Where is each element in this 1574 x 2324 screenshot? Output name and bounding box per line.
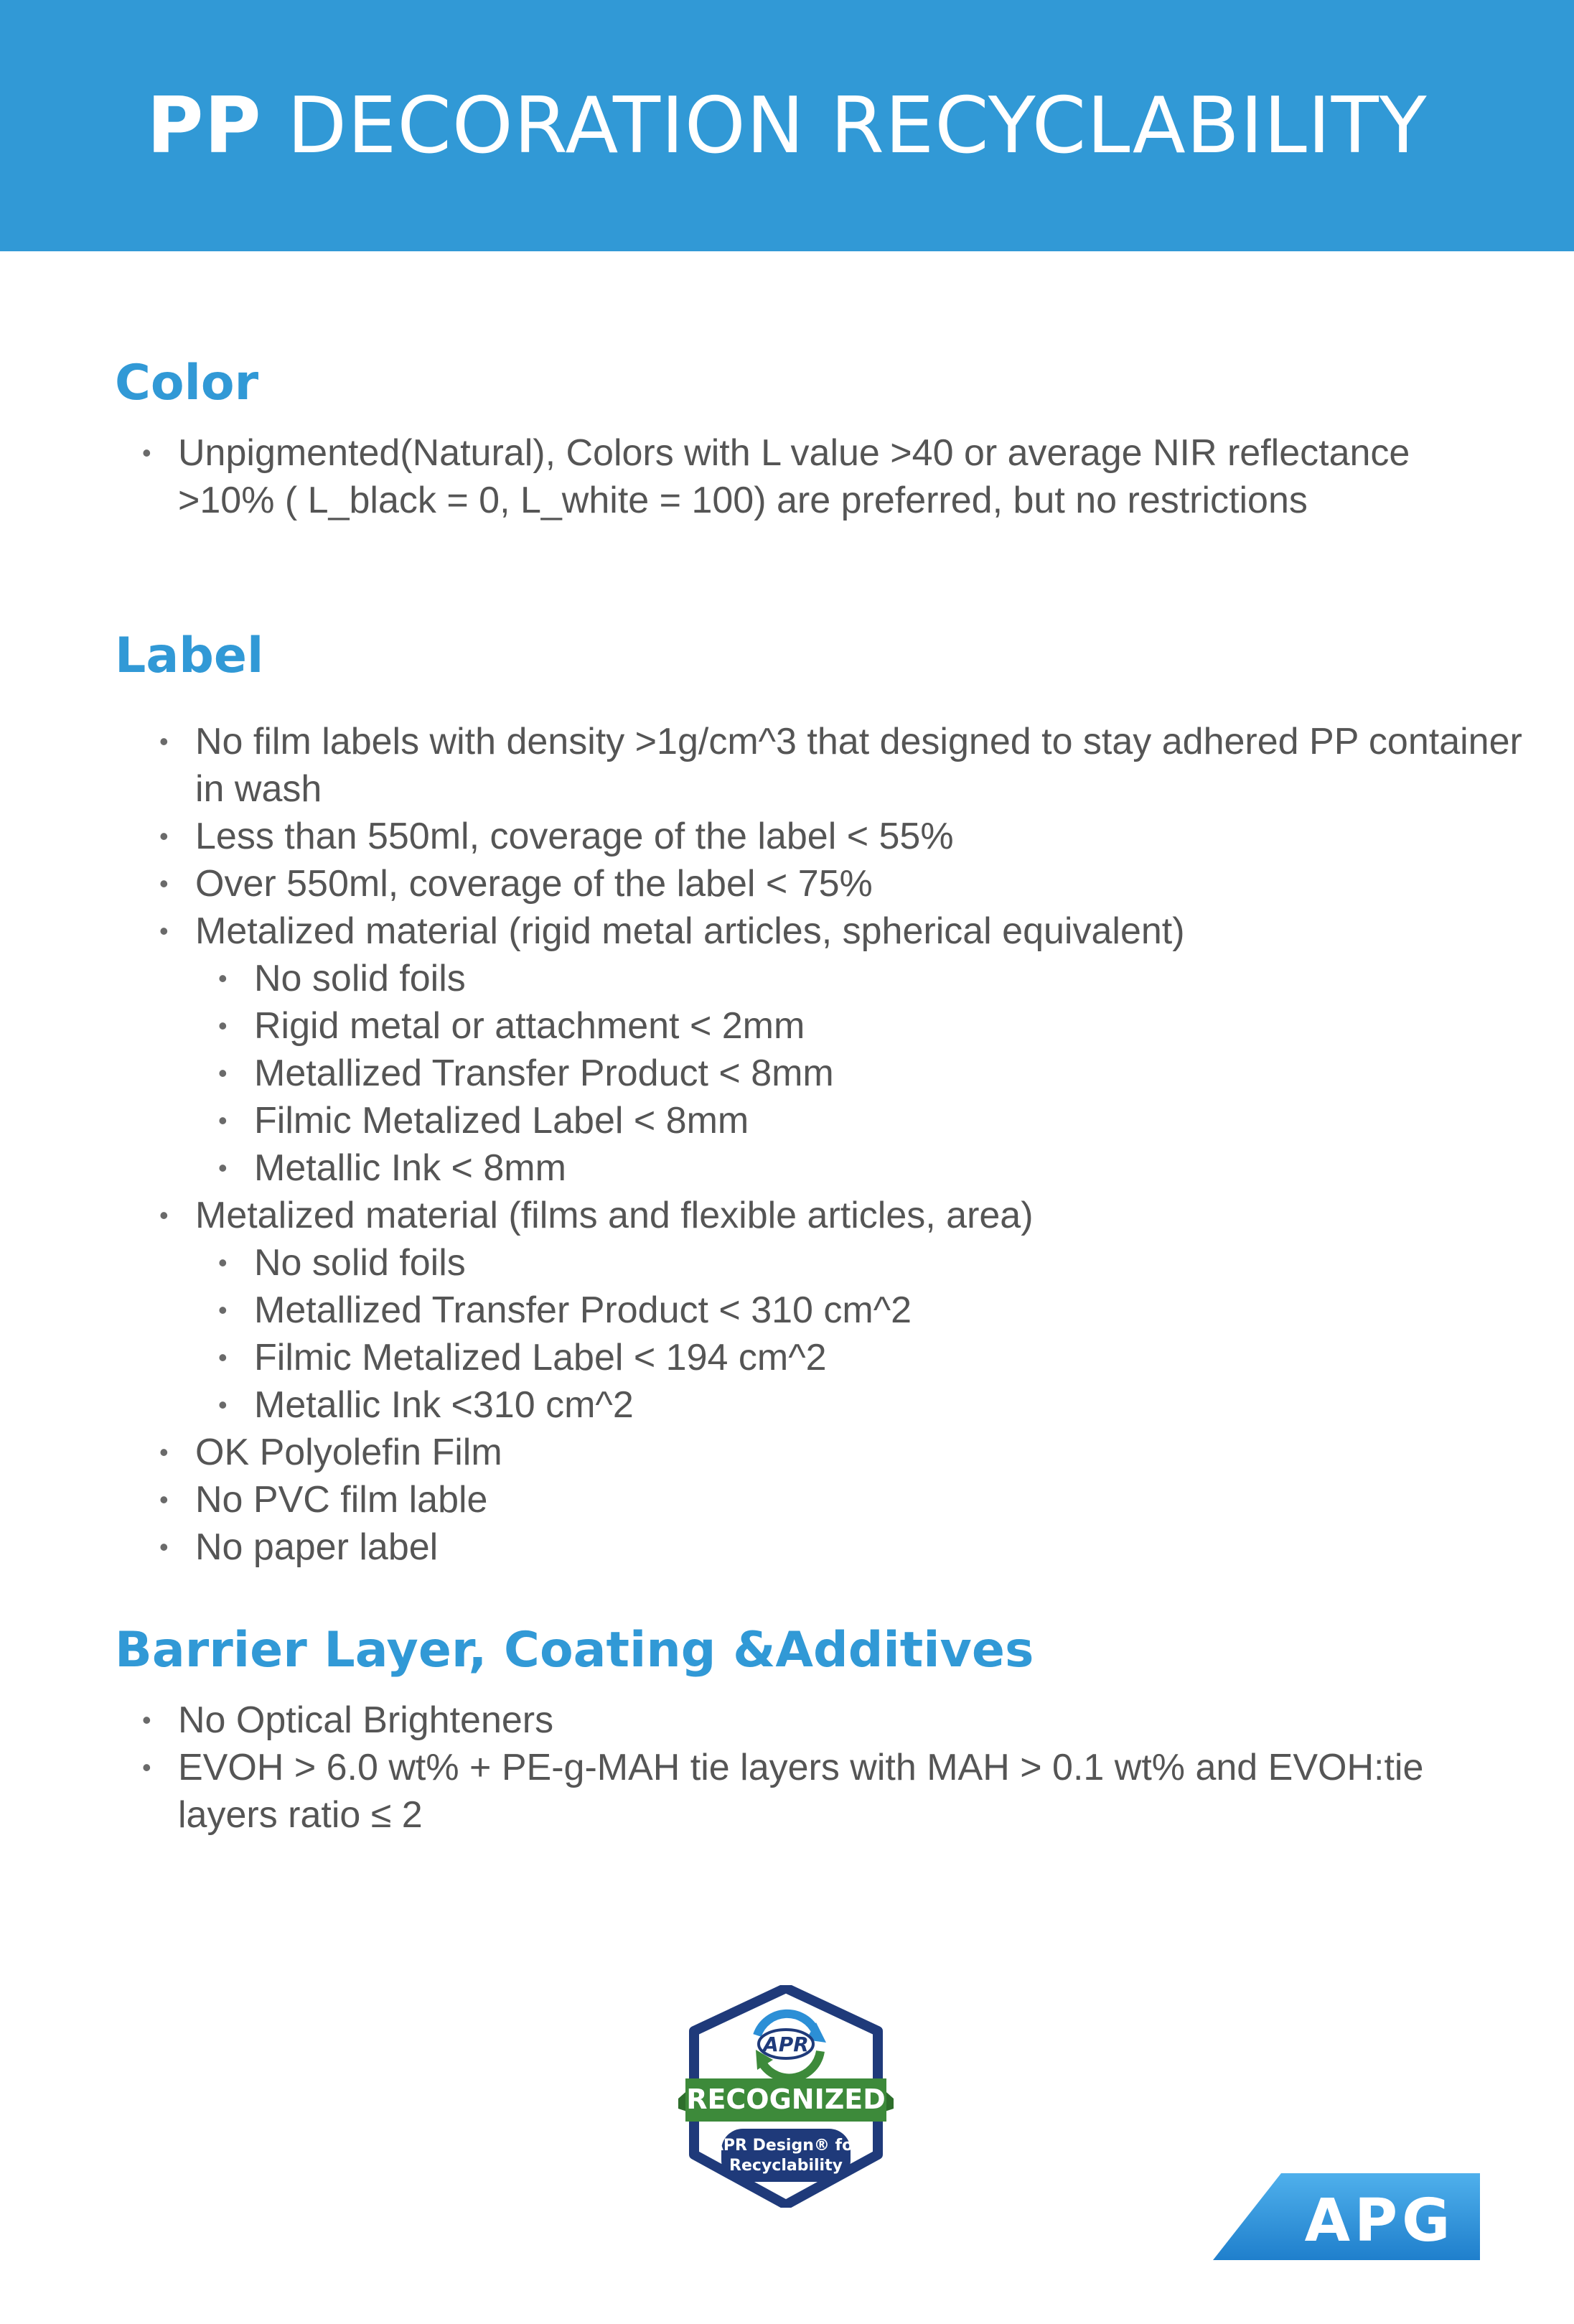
list-item: • No solid foils: [132, 955, 1553, 1002]
list-item: • No PVC film lable: [132, 1476, 1553, 1523]
apr-recognized-badge-icon: [650, 1985, 922, 2208]
barrier-heading: Barrier Layer, Coating &Additives: [115, 1622, 1034, 1679]
list-item: • Unpigmented(Natural), Colors with L value >40 or average NIR reflectance >10% ( L_black = 0, L_white = 100) are preferred, but no restrictions: [115, 429, 1491, 524]
list-item: • Metalized material (rigid metal articles, spherical equivalent): [132, 907, 1553, 955]
list-item: • Metallized Transfer Product < 310 cm^2: [132, 1287, 1553, 1334]
svg-text:APR: APR: [763, 2033, 809, 2056]
list-item: • Over 550ml, coverage of the label < 75%: [132, 860, 1553, 907]
label-heading: Label: [115, 627, 264, 684]
svg-text:RECOGNIZED: RECOGNIZED: [686, 2083, 886, 2115]
list-item: • EVOH > 6.0 wt% + PE-g-MAH tie layers with MAH > 0.1 wt% and EVOH:tie layers ratio ≤ 2: [115, 1744, 1456, 1839]
list-item: • Rigid metal or attachment < 2mm: [132, 1002, 1553, 1050]
list-item: • Less than 550ml, coverage of the label < 55%: [132, 813, 1553, 860]
list-item: • No film labels with density >1g/cm^3 that designed to stay adhered PP container in wash: [132, 718, 1545, 813]
list-item: • Metallic Ink < 8mm: [132, 1144, 1553, 1192]
svg-text:APG: APG: [1304, 2187, 1455, 2255]
list-item: • Metallized Transfer Product < 8mm: [132, 1050, 1553, 1097]
list-item: • Metallic Ink <310 cm^2: [132, 1381, 1553, 1429]
svg-text:APR Design® for: APR Design® for: [711, 2137, 861, 2155]
list-item: • Filmic Metalized Label < 194 cm^2: [132, 1334, 1553, 1381]
list-item: • No Optical Brighteners: [115, 1697, 1479, 1744]
barrier-section: [115, 1622, 1522, 1839]
page-title: PP DECORATION RECYCLABILITY: [146, 80, 1428, 171]
label-section: [115, 627, 1522, 1571]
list-item: • Metalized material (films and flexible articles, area): [132, 1192, 1553, 1239]
color-heading: Color: [115, 355, 259, 411]
color-section: [115, 355, 1522, 524]
apg-logo-icon: [1213, 2172, 1482, 2262]
list-item: • Filmic Metalized Label < 8mm: [132, 1097, 1553, 1144]
list-item: • No paper label: [132, 1523, 1553, 1571]
list-item: • No solid foils: [132, 1239, 1553, 1287]
page-header: [0, 0, 1574, 251]
list-item: • OK Polyolefin Film: [132, 1429, 1553, 1476]
svg-text:Recyclability: Recyclability: [729, 2157, 843, 2175]
